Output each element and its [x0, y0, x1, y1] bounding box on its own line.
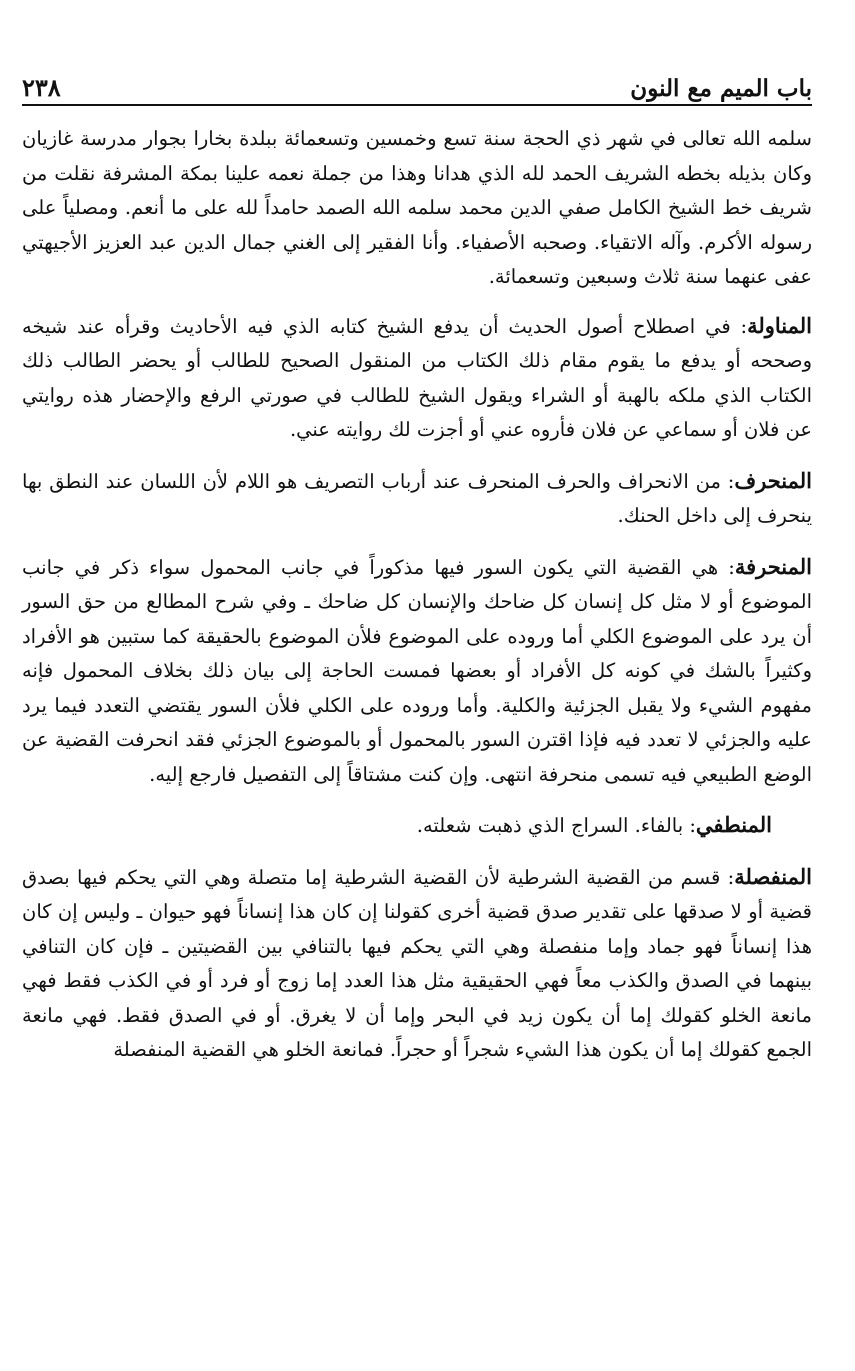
header-rule — [22, 104, 812, 106]
entry-text: : في اصطلاح أصول الحديث أن يدفع الشيخ كتابه الذي فيه الأحاديث وقرأه عند شيخه وصححه أو يدفع ما يقوم مقام ذلك الكتاب من المنقول الصحيح للطالب أو يحضر الطالب ذلك الكتاب الذي ملكه بالهبة أو الشراء ويقول الشيخ للطالب في صورتي الرفع والإحضار هذه روايتي عن فلان أو سماعي عن فلان فأروه عني أو أجزت لك روايته عني. — [22, 314, 812, 441]
entry-munharifa — [22, 550, 812, 793]
paragraph-text: سلمه الله تعالى في شهر ذي الحجة سنة تسع وخمسين وتسعمائة ببلدة بخارا بجوار مدرسة غازيان وكان بذيله بخطه الشريف الحمد لله الذي هدانا وهذا من جملة نعمه علينا بمكة المشرفة نقلت من شريف خط الشيخ الكامل صفي الدين محمد سلمه الله الصمد حامداً لله على ما أنعم. ومصلياً على رسوله الأكرم. وآله الاتقياء. وصحبه الأصفياء. وأنا الفقير إلى الغني جمال الدين عبد العزيز الأجيهتي عفى عنهما سنة ثلاث وسبعين وتسعمائة. — [22, 127, 812, 288]
page-body — [22, 122, 812, 1362]
entry-term: المنطفي — [695, 812, 772, 837]
entry-munharif — [22, 464, 812, 534]
page-number: ٢٣٨ — [22, 73, 61, 102]
entry-munawala — [22, 309, 812, 448]
entry-text: : قسم من القضية الشرطية لأن القضية الشرطية إما متصلة وهي التي يحكم فيها بصدق قضية أو لا صدقها على تقدير صدق قضية أخرى كقولنا إن كان هذا إنساناً فهو حيوان ـ وليس إن كان هذا إنساناً فهو جماد وإما منفصلة وهي التي يحكم فيها بالتنافي بين القضيتين ـ فإن كان التنافي بينهما في الصدق والكذب معاً فهي الحقيقية مثل هذا العدد إما زوج أو فرد أو في الكذب فقط فهي مانعة الخلو كقولك إما أن يكون زيد في البحر وإما أن لا يغرق. أو في الصدق فقط. فهي مانعة الجمع كقولك إما أن يكون هذا الشيء شجراً أو حجراً. فمانعة الخلو هي القضية المنفصلة — [22, 865, 812, 1061]
entry-muntafi — [22, 808, 812, 844]
entry-text: : من الانحراف والحرف المنحرف عند أرباب التصريف هو اللام لأن اللسان عند النطق بها ينحرف إلى داخل الحنك. — [22, 469, 812, 527]
entry-term: المناولة — [747, 312, 812, 338]
entry-munfasila — [22, 860, 812, 1068]
page-header — [22, 58, 812, 102]
chapter-title: باب الميم مع النون — [630, 75, 812, 102]
entry-term: المنحرفة — [734, 553, 812, 579]
entry-term: المنفصلة — [734, 863, 812, 889]
entry-term: المنحرف — [734, 467, 812, 493]
entry-text: : هي القضية التي يكون السور فيها مذكوراً في جانب المحمول سواء ذكر في جانب الموضوع أو لا مثل كل إنسان كل ضاحك والإنسان كل ضاحك ـ وفي شرح المطالع من حق السور أن يرد على الموضوع الكلي أما وروده على الموضوع فلأن الموضوع بالحقيقة كما ستبين هو الأفراد وكثيراً بالشك في كونه كل الأفراد أو بعضها فمست الحاجة إلى بيان ذلك بخلاف المحمول فإنه مفهوم الشيء ولا يقبل الجزئية والكلية. وأما وروده على الكلي فلأن السور يقتضي التعدد فيما يرد عليه والجزئي لا تعدد فيه فإذا اقترن السور بالمحمول أو بالموضوع الجزئي فقد انحرفت القضية عن الوضع الطبيعي فيه تسمى منحرفة انتهى. وإن كنت مشتاقاً إلى التفصيل فارجع إليه. — [22, 555, 812, 786]
paragraph-continuation — [22, 122, 812, 295]
entry-text: : بالفاء. السراج الذي ذهبت شعلته. — [416, 814, 696, 837]
